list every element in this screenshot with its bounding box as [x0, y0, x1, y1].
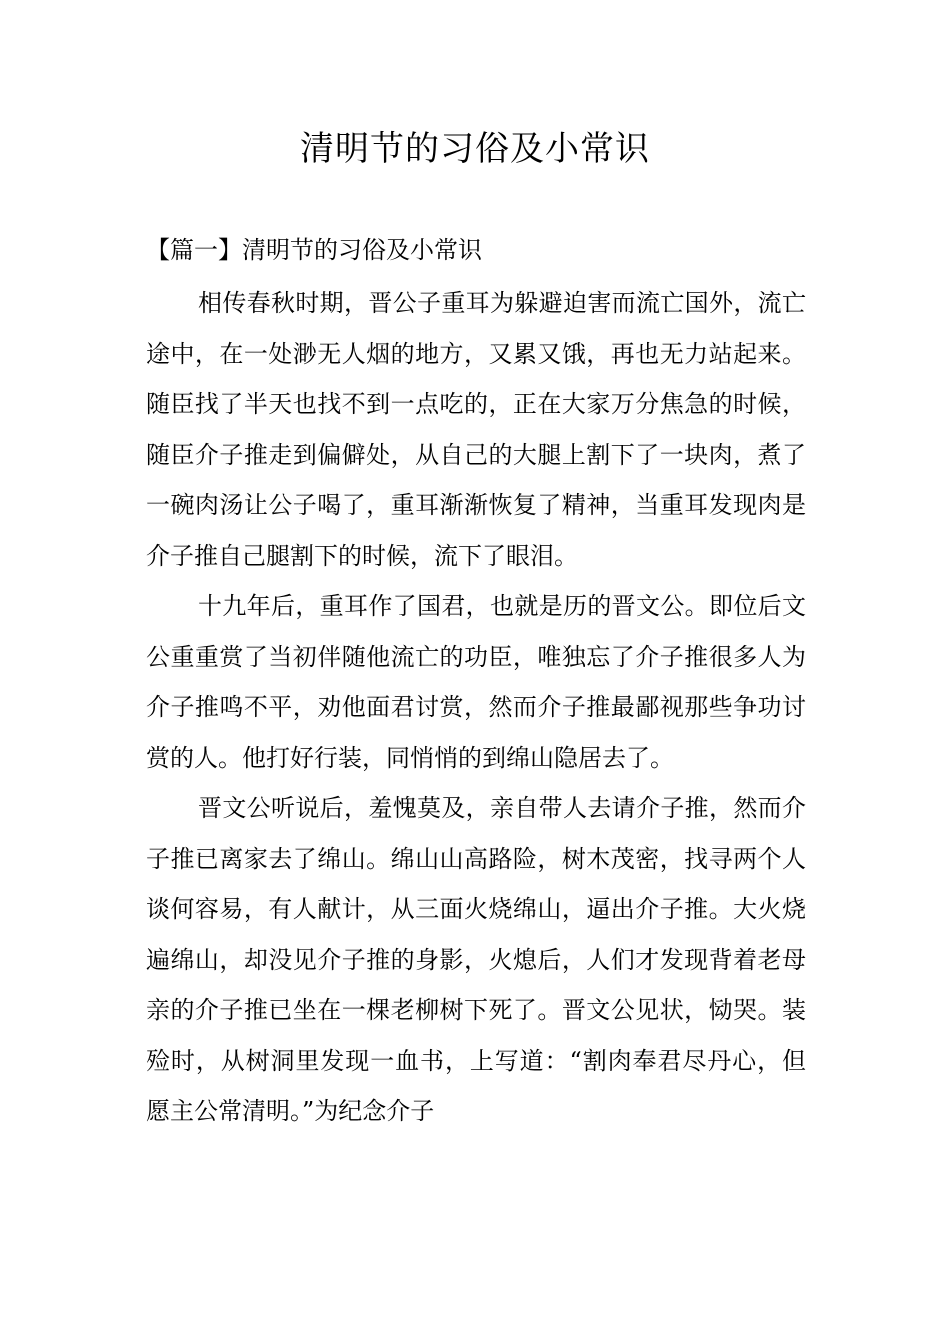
section-heading: 【篇一】清明节的习俗及小常识 [146, 236, 482, 264]
paragraph: 晋文公听说后，羞愧莫及，亲自带人去请介子推，然而介子推已离家去了绵山。绵山山高路险，树木茂密，找寻两个人谈何容易，有人献计，从三面火烧绵山，逼出介子推。大火烧遍绵山，却没见介子推的身影，火熄后，人们才发现背着老母亲的介子推已坐在一棵老柳树下死了。晋文公见状，恸哭。装殓时，从树洞里发现一血书，上写道：“割肉奉君尽丹心，但愿主公常清明。”为纪念介子 [146, 794, 806, 1125]
document-title: 清明节的习俗及小常识 [300, 129, 650, 169]
paragraph: 十九年后，重耳作了国君，也就是历的晋文公。即位后文公重重赏了当初伴随他流亡的功臣，唯独忘了介子推很多人为介子推鸣不平，劝他面君讨赏，然而介子推最鄙视那些争功讨赏的人。他打好行装，同悄悄的到绵山隐居去了。 [146, 592, 806, 772]
paragraph: 相传春秋时期，晋公子重耳为躲避迫害而流亡国外，流亡途中，在一处渺无人烟的地方，又累又饿，再也无力站起来。随臣找了半天也找不到一点吃的，正在大家万分焦急的时候，随臣介子推走到偏僻处，从自己的大腿上割下了一块肉，煮了一碗肉汤让公子喝了，重耳渐渐恢复了精神，当重耳发现肉是介子推自己腿割下的时候，流下了眼泪。 [146, 289, 806, 570]
document-body [146, 278, 806, 1137]
